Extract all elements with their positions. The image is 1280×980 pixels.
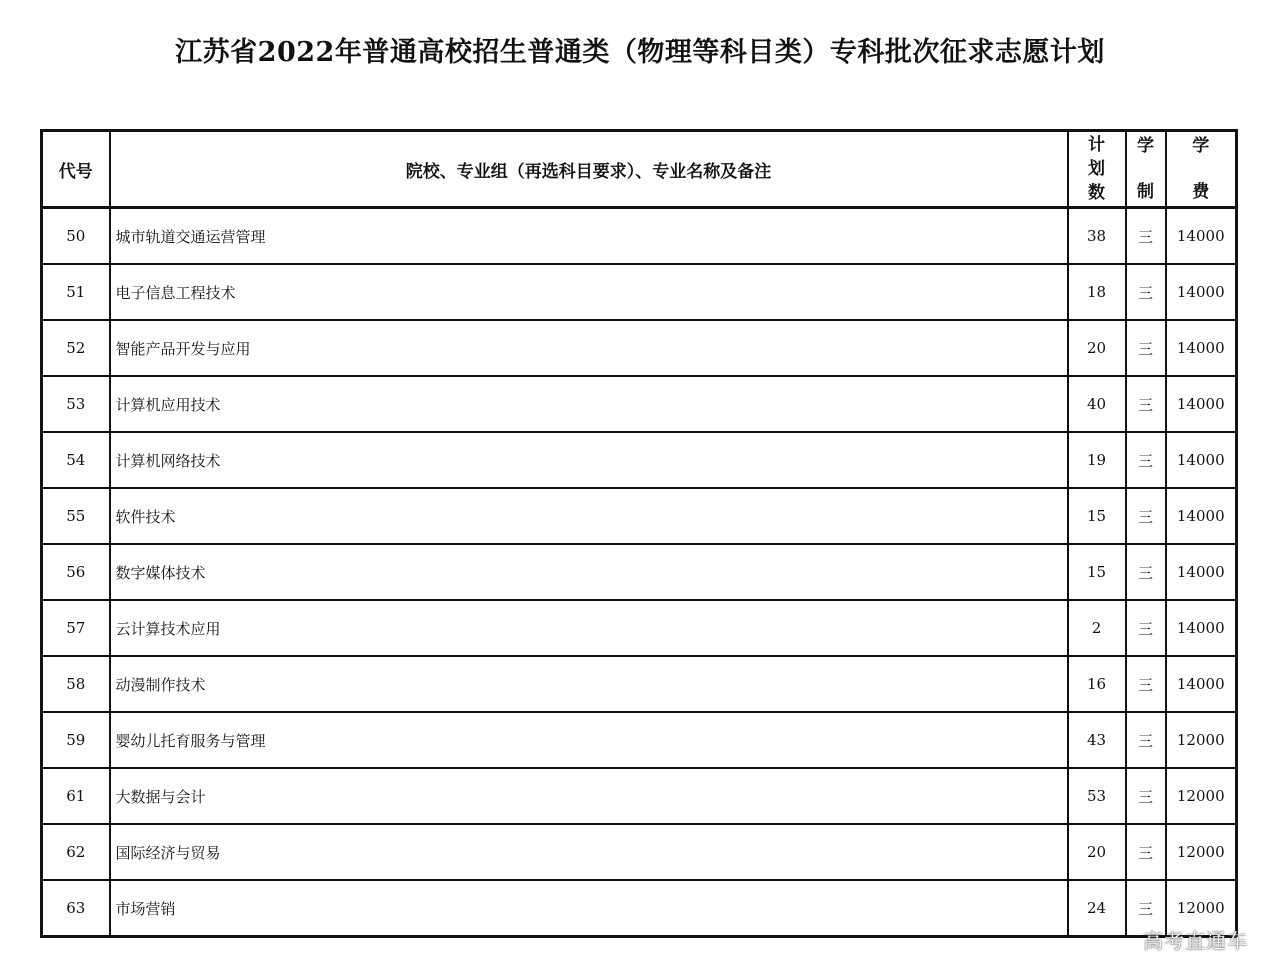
table-row [42,824,1237,880]
cell-program-name: 云计算技术应用 [110,600,1068,656]
cell-tuition-fee: 14000 [1166,320,1237,376]
header-fee-char: 学 [1192,136,1210,156]
cell-tuition-fee: 14000 [1166,432,1237,488]
cell-code: 63 [42,880,110,937]
cell-plan-count: 16 [1068,656,1126,712]
header-plan [1068,131,1126,208]
cell-code: 50 [42,208,110,265]
cell-program-name: 市场营销 [110,880,1068,937]
table-row [42,544,1237,600]
cell-code: 62 [42,824,110,880]
table-row [42,264,1237,320]
cell-plan-count: 43 [1068,712,1126,768]
cell-plan-count: 20 [1068,320,1126,376]
table-row [42,320,1237,376]
cell-code: 52 [42,320,110,376]
cell-program-name: 国际经济与贸易 [110,824,1068,880]
cell-tuition-fee: 12000 [1166,768,1237,824]
watermark-text: 高考直通车 [1143,929,1248,953]
cell-code: 58 [42,656,110,712]
cell-duration: 三 [1126,488,1166,544]
cell-plan-count: 18 [1068,264,1126,320]
table-row [42,488,1237,544]
cell-program-name: 大数据与会计 [110,768,1068,824]
cell-plan-count: 40 [1068,376,1126,432]
cell-plan-count: 20 [1068,824,1126,880]
cell-duration: 三 [1126,544,1166,600]
header-fee-char: 费 [1192,182,1210,202]
cell-duration: 三 [1126,712,1166,768]
cell-tuition-fee: 14000 [1166,264,1237,320]
cell-duration: 三 [1126,208,1166,265]
header-plan-char: 划 [1088,159,1105,179]
cell-code: 61 [42,768,110,824]
cell-plan-count: 15 [1068,544,1126,600]
cell-duration: 三 [1126,320,1166,376]
table-row [42,208,1237,265]
cell-program-name: 动漫制作技术 [110,656,1068,712]
cell-duration: 三 [1126,264,1166,320]
table-body [42,208,1237,937]
table-row [42,712,1237,768]
header-duration [1126,131,1166,208]
cell-program-name: 电子信息工程技术 [110,264,1068,320]
cell-plan-count: 53 [1068,768,1126,824]
cell-code: 59 [42,712,110,768]
table-row [42,656,1237,712]
cell-duration: 三 [1126,600,1166,656]
cell-code: 55 [42,488,110,544]
cell-tuition-fee: 14000 [1166,488,1237,544]
cell-code: 56 [42,544,110,600]
table-row [42,432,1237,488]
cell-duration: 三 [1126,656,1166,712]
cell-duration: 三 [1126,432,1166,488]
cell-program-name: 城市轨道交通运营管理 [110,208,1068,265]
cell-tuition-fee: 12000 [1176,899,1225,917]
header-duration-char: 制 [1137,182,1154,202]
cell-tuition-fee: 14000 [1166,208,1237,265]
cell-plan-count: 38 [1068,208,1126,265]
cell-tuition-fee: 14000 [1166,544,1237,600]
table-row [42,880,1237,937]
cell-program-name: 软件技术 [110,488,1068,544]
enrollment-plan-table [40,129,1238,938]
header-duration-char: 学 [1137,136,1154,156]
cell-tuition-fee: 14000 [1166,376,1237,432]
cell-tuition-fee: 14000 [1166,600,1237,656]
cell-plan-count: 15 [1068,488,1126,544]
cell-plan-count: 24 [1068,880,1126,937]
cell-code: 57 [42,600,110,656]
cell-duration: 三 [1126,768,1166,824]
cell-plan-count: 19 [1068,432,1126,488]
cell-code: 53 [42,376,110,432]
cell-code: 54 [42,432,110,488]
cell-program-name: 计算机应用技术 [110,376,1068,432]
table-row [42,376,1237,432]
cell-code: 51 [42,264,110,320]
cell-tuition-fee: 12000 [1166,824,1237,880]
cell-program-name: 智能产品开发与应用 [110,320,1068,376]
cell-plan-count: 2 [1068,600,1126,656]
table-header-row [42,131,1237,208]
cell-duration: 三 [1126,880,1166,937]
table-row [42,600,1237,656]
cell-program-name: 计算机网络技术 [110,432,1068,488]
header-plan-char: 数 [1088,183,1105,203]
cell-program-name: 婴幼儿托育服务与管理 [110,712,1068,768]
header-plan-char: 计 [1088,135,1105,155]
cell-tuition-fee: 12000 [1166,712,1237,768]
cell-duration: 三 [1126,824,1166,880]
page-title: 江苏省2022年普通高校招生普通类（物理等科目类）专科批次征求志愿计划 [175,37,1105,68]
header-code: 代号 [42,131,110,208]
cell-program-name: 数字媒体技术 [110,544,1068,600]
header-fee [1166,131,1237,208]
cell-duration: 三 [1126,376,1166,432]
table-row [42,768,1237,824]
cell-tuition-fee: 14000 [1166,656,1237,712]
header-name: 院校、专业组（再选科目要求）、专业名称及备注 [110,131,1068,208]
